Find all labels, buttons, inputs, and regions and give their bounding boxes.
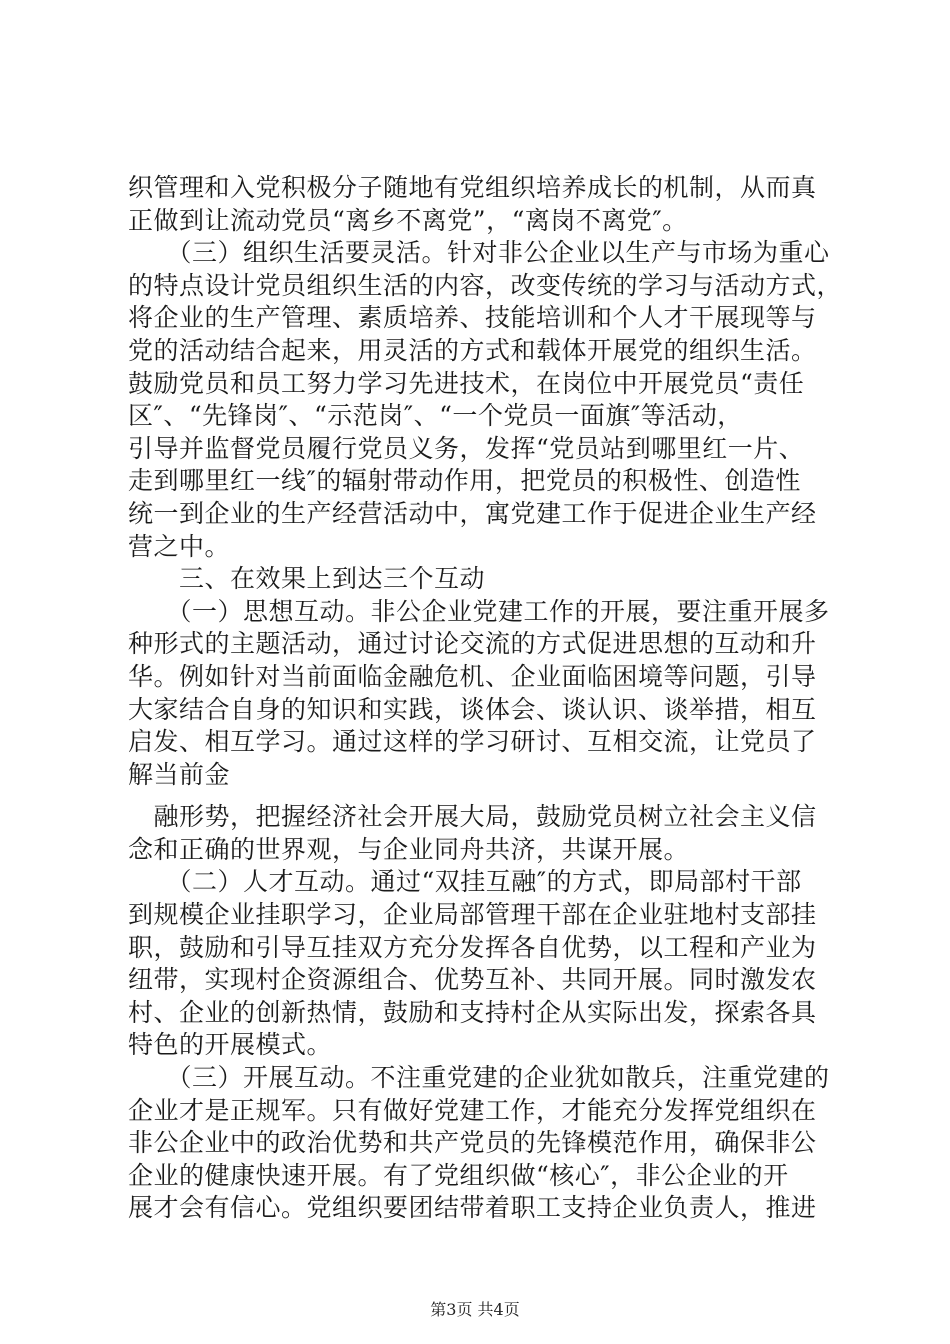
text-line: （三）组织生活要灵活。针对非公企业以生产与市场为重心 — [128, 238, 830, 268]
text-line: 启发、相互学习。通过这样的学习研讨、互相交流，让党员了 — [128, 727, 817, 757]
document-body — [128, 172, 843, 1225]
text-line: 企业才是正规军。只有做好党建工作，才能充分发挥党组织在 — [128, 1095, 817, 1125]
text-line: 的特点设计党员组织生活的内容，改变传统的学习与活动方式， — [128, 270, 843, 300]
paragraph-gap — [128, 791, 828, 801]
text-line: （三）开展互动。不注重党建的企业犹如散兵，注重党建的 — [128, 1063, 830, 1093]
text-line: 种形式的主题活动，通过讨论交流的方式促进思想的互动和升 — [128, 629, 817, 659]
text-line: 正做到让流动党员“离乡不离党”，“离岗不离党″。 — [128, 205, 688, 235]
text-line: 融形势，把握经济社会开展大局，鼓励党员树立社会主义信 — [128, 802, 817, 832]
text-line: 将企业的生产管理、素质培养、技能培训和个人才干展现等与 — [128, 303, 817, 333]
text-line: 到规模企业挂职学习，企业局部管理干部在企业驻地村支部挂 — [128, 900, 817, 930]
text-line: 营之中。 — [128, 531, 231, 561]
section-heading: 三、在效果上到达三个互动 — [128, 564, 486, 594]
text-line: 走到哪里红一线″的辐射带动作用，把党员的积极性、创造性 — [128, 466, 801, 496]
text-line: 党的活动结合起来，用灵活的方式和载体开展党的组织生活。 — [128, 335, 817, 365]
text-line: 企业的健康快速开展。有了党组织做“核心″，非公企业的开 — [128, 1160, 789, 1190]
text-line: 展才会有信心。党组织要团结带着职工支持企业负责人，推进 — [128, 1193, 817, 1223]
text-line: 非公企业中的政治优势和共产党员的先锋模范作用，确保非公 — [128, 1128, 817, 1158]
text-line: 华。例如针对当前面临金融危机、企业面临困境等问题，引导 — [128, 661, 817, 691]
text-line: 鼓励党员和员工努力学习先进技术，在岗位中开展党员“责任 — [128, 368, 805, 398]
text-line: 大家结合自身的知识和实践，谈体会、谈认识、谈举措，相互 — [128, 694, 817, 724]
text-line: 统一到企业的生产经营活动中，寓党建工作于促进企业生产经 — [128, 498, 817, 528]
text-line: （一）思想互动。非公企业党建工作的开展，要注重开展多 — [128, 596, 830, 626]
text-line: 特色的开展模式。 — [128, 1030, 333, 1060]
text-line: 区″、“先锋岗″、“示范岗″、“一个党员一面旗″等活动， — [128, 401, 743, 431]
text-line: 解当前金 — [128, 759, 231, 789]
text-line: 念和正确的世界观，与企业同舟共济，共谋开展。 — [128, 834, 690, 864]
text-line: 村、企业的创新热情，鼓励和支持村企从实际出发，探索各具 — [128, 997, 817, 1027]
page-number-footer: 第3页 共4页 — [430, 1300, 520, 1319]
text-line: （二）人才互动。通过“双挂互融″的方式，即局部村干部 — [128, 867, 802, 897]
text-line: 织管理和入党积极分子随地有党组织培养成长的机制，从而真 — [128, 173, 817, 202]
text-line: 引导并监督党员履行党员义务，发挥“党员站到哪里红一片、 — [128, 433, 805, 463]
text-line: 纽带，实现村企资源组合、优势互补、共同开展。同时激发农 — [128, 965, 817, 995]
text-line: 职，鼓励和引导互挂双方充分发挥各自优势，以工程和产业为 — [128, 932, 817, 962]
